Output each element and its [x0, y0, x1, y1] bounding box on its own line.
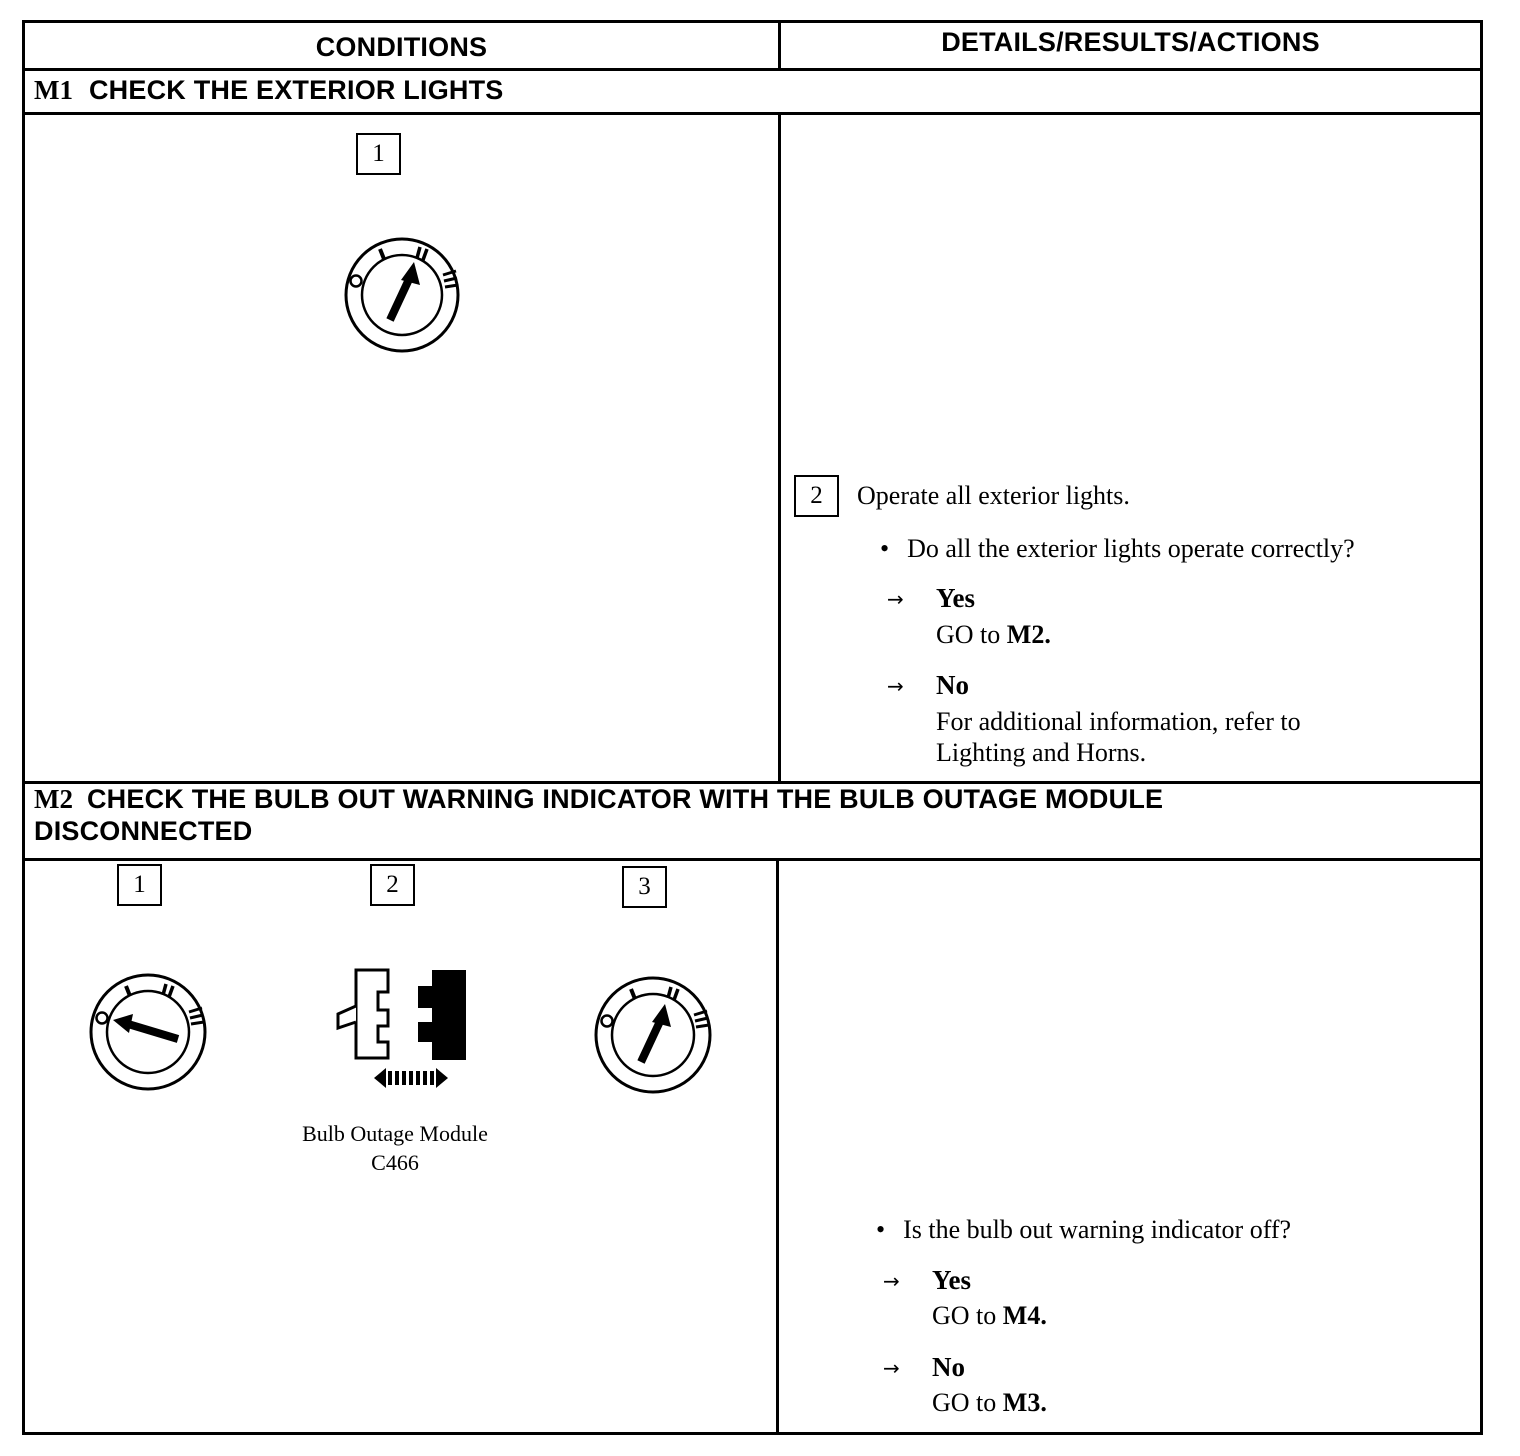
- m1-step-2-text: Operate all exterior lights.: [857, 481, 1130, 510]
- m2-step-3-box: 3: [622, 866, 667, 908]
- ignition-switch-icon: [340, 235, 465, 355]
- ignition-switch-icon: [86, 972, 211, 1094]
- m2-no-action: [932, 1388, 1047, 1418]
- module-caption-line2: C466: [371, 1150, 419, 1175]
- m2-no-action-target: M3.: [1002, 1388, 1047, 1417]
- m1-yes-label: Yes: [936, 583, 975, 613]
- m1-title: CHECK THE EXTERIOR LIGHTS: [88, 75, 504, 105]
- m2-yes-action: [932, 1301, 1047, 1331]
- right-arrow-icon: →: [883, 1269, 900, 1293]
- m1-yes-action: [936, 620, 1051, 650]
- m2-no-label: No: [932, 1352, 965, 1382]
- bullet-icon: •: [880, 534, 890, 563]
- right-arrow-icon: →: [887, 587, 904, 611]
- m1-question-text: Do all the exterior lights operate correctly?: [907, 534, 1355, 563]
- m2-id: M2: [34, 784, 73, 814]
- m1-step-2-box: 2: [794, 475, 839, 517]
- connector-disconnect-icon: [330, 966, 475, 1096]
- m2-step-1-box: 1: [117, 864, 162, 906]
- m1-yes-action-target: M2.: [1006, 620, 1051, 649]
- right-arrow-icon: →: [883, 1356, 900, 1380]
- right-arrow-icon: →: [887, 674, 904, 698]
- m2-no-action-prefix: GO to: [932, 1388, 1003, 1417]
- bullet-icon: •: [876, 1215, 886, 1244]
- m2-yes-action-target: M4.: [1002, 1301, 1047, 1330]
- m1-yes-action-prefix: GO to: [936, 620, 1007, 649]
- m2-question-text: Is the bulb out warning indicator off?: [903, 1215, 1292, 1244]
- m1-question: [880, 534, 1355, 564]
- m2-step-2-box: 2: [370, 864, 415, 906]
- ignition-switch-icon: [591, 975, 716, 1097]
- module-caption-line1: Bulb Outage Module: [302, 1121, 488, 1146]
- header-details: DETAILS/RESULTS/ACTIONS: [941, 27, 1320, 57]
- m2-question: [876, 1215, 1291, 1245]
- m2-title-line2: DISCONNECTED: [34, 816, 253, 846]
- m1-no-action-line2: Lighting and Horns.: [936, 738, 1147, 767]
- m2-title-line1: CHECK THE BULB OUT WARNING INDICATOR WITH THE BULB OUTAGE MODULE: [86, 784, 1164, 814]
- m1-title-row: [34, 75, 504, 106]
- m1-step-1-box: 1: [356, 133, 401, 175]
- m2-yes-action-prefix: GO to: [932, 1301, 1003, 1330]
- m1-id: M1: [34, 75, 73, 105]
- header-conditions: CONDITIONS: [315, 32, 488, 62]
- m1-no-action-line1: For additional information, refer to: [936, 707, 1301, 736]
- m2-yes-label: Yes: [932, 1265, 971, 1295]
- m1-no-label: No: [936, 670, 969, 700]
